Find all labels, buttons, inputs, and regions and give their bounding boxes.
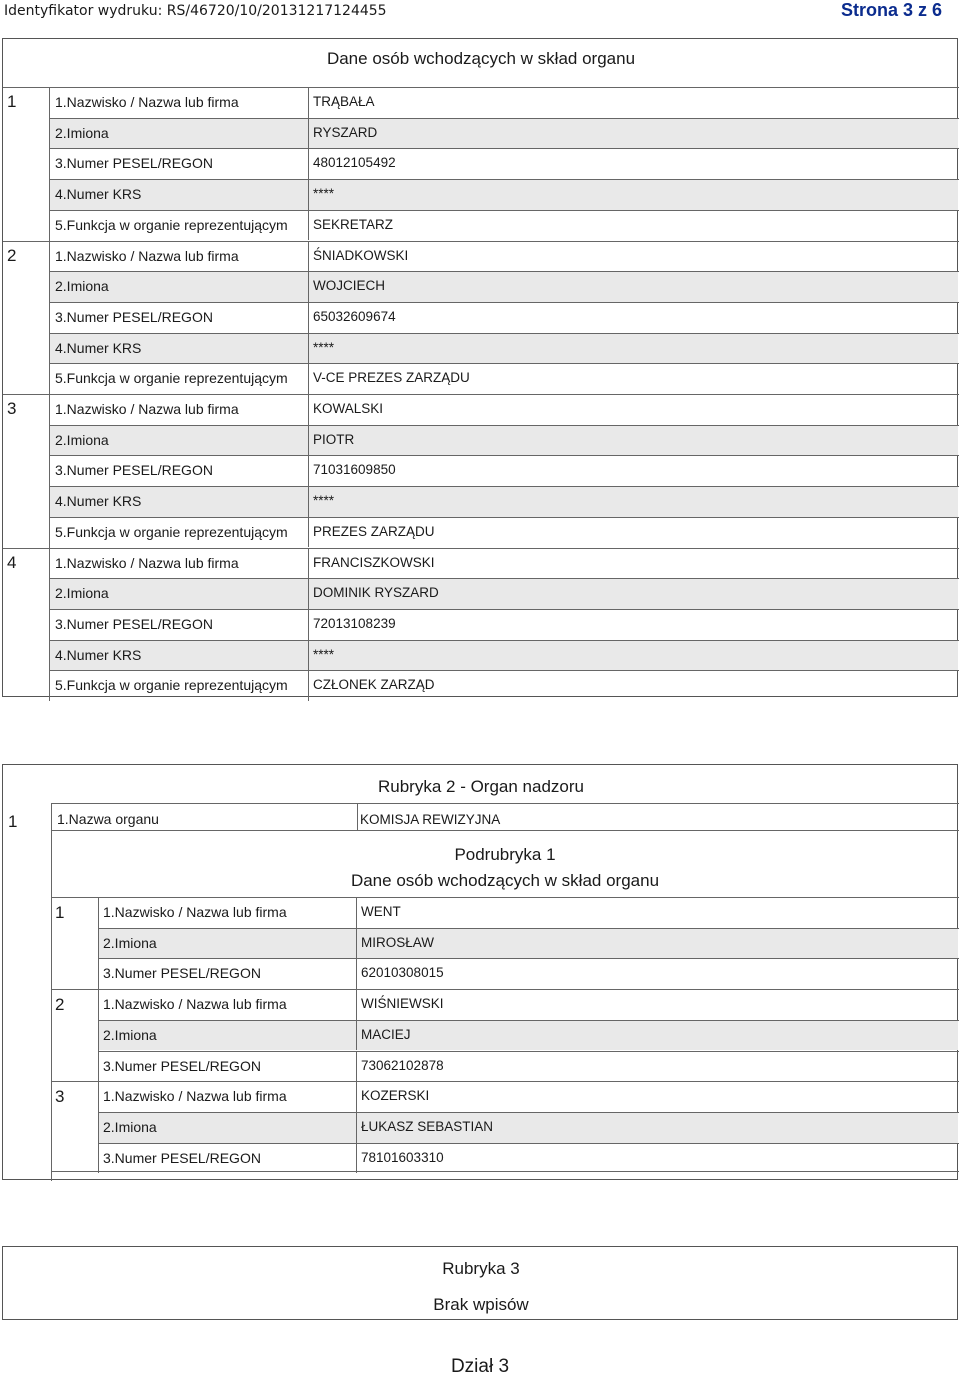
person-number: 2 (7, 245, 17, 265)
surname-value: WENT (361, 904, 401, 919)
person-field-row (50, 272, 958, 302)
section-footer: Dział 3 (450, 1356, 510, 1377)
krs-value: **** (313, 493, 335, 509)
pesel-value: 62010308015 (361, 965, 444, 981)
pesel-value: 48012105492 (313, 155, 396, 171)
organ-name-value: KOMISJA REWIZYJNA (360, 812, 501, 827)
pesel-label: 3.Numer PESEL/REGON (103, 965, 261, 982)
person-field-row (50, 579, 958, 609)
subsection-subtitle: Dane osób wchodzących w skład organu (350, 871, 660, 890)
page-number: Strona 3 z 6 (840, 0, 942, 20)
rubryka-2-box (2, 764, 958, 1180)
member-number: 3 (55, 1087, 65, 1107)
names-value: DOMINIK RYSZARD (313, 585, 439, 601)
rubryka-2-title: Rubryka 2 - Organ nadzoru (378, 777, 584, 796)
names-value: ŁUKASZ SEBASTIAN (361, 1118, 494, 1134)
krs-value: **** (313, 186, 335, 202)
person-field-row (50, 119, 958, 149)
subsection-title: Podrubryka 1 (454, 845, 556, 864)
person-number: 4 (7, 552, 17, 572)
names-value: MACIEJ (361, 1026, 411, 1042)
person-number: 1 (7, 92, 17, 111)
function-label: 5.Funkcja w organie reprezentującym (55, 523, 288, 540)
member-number: 1 (55, 903, 65, 922)
surname-label: 1.Nazwisko / Nazwa lub firma (103, 904, 287, 920)
pesel-label: 3.Numer PESEL/REGON (55, 155, 213, 172)
names-label: 2.Imiona (103, 934, 157, 951)
names-label: 2.Imiona (55, 278, 109, 295)
rubryka-3-box (2, 1246, 958, 1320)
surname-value: TRĄBAŁA (313, 94, 375, 109)
krs-label: 4.Numer KRS (55, 493, 142, 510)
names-label: 2.Imiona (55, 431, 109, 448)
pesel-label: 3.Numer PESEL/REGON (55, 308, 213, 325)
surname-label: 1.Nazwisko / Nazwa lub firma (103, 996, 287, 1013)
names-label: 2.Imiona (103, 1026, 157, 1043)
person-field-row (50, 641, 958, 671)
function-value: V-CE PREZES ZARZĄDU (313, 370, 470, 386)
names-value: RYSZARD (313, 124, 378, 140)
surname-value: WIŚNIEWSKI (361, 996, 444, 1012)
section-title: Dane osób wchodzących w skład organu (326, 49, 636, 68)
member-field-row (99, 1113, 958, 1143)
krs-value: **** (313, 646, 335, 662)
names-label: 2.Imiona (55, 585, 109, 602)
pesel-value: 65032609674 (313, 308, 396, 324)
function-value: SEKRETARZ (313, 216, 394, 232)
krs-value: **** (313, 339, 335, 355)
pesel-value: 78101603310 (361, 1149, 444, 1165)
pesel-value: 73062102878 (361, 1057, 444, 1073)
function-value: PREZES ZARZĄDU (313, 523, 435, 539)
names-label: 2.Imiona (55, 124, 109, 141)
organ-name-label: 1.Nazwa organu (57, 811, 159, 827)
member-field-row (99, 929, 958, 959)
surname-value: ŚNIADKOWSKI (313, 247, 409, 263)
person-field-row (50, 334, 958, 364)
surname-label: 1.Nazwisko / Nazwa lub firma (55, 554, 239, 571)
krs-label: 4.Numer KRS (55, 646, 142, 663)
names-value: MIROSŁAW (361, 934, 435, 950)
organ-number: 1 (8, 812, 18, 831)
function-label: 5.Funkcja w organie reprezentującym (55, 216, 288, 233)
rubryka-3-body: Brak wpisów (433, 1295, 529, 1314)
surname-value: KOWALSKI (313, 401, 384, 416)
member-number: 2 (55, 995, 65, 1015)
function-label: 5.Funkcja w organie reprezentującym (55, 677, 288, 694)
print-identifier: Identyfikator wydruku: RS/46720/10/20131217124455 (4, 3, 387, 19)
rubryka-3-title: Rubryka 3 (442, 1259, 520, 1278)
person-field-row (50, 487, 958, 517)
pesel-label: 3.Numer PESEL/REGON (103, 1149, 261, 1166)
pesel-label: 3.Numer PESEL/REGON (55, 615, 213, 632)
names-value: WOJCIECH (313, 278, 385, 294)
function-label: 5.Funkcja w organie reprezentującym (55, 370, 288, 387)
names-label: 2.Imiona (103, 1118, 157, 1135)
surname-label: 1.Nazwisko / Nazwa lub firma (103, 1088, 287, 1105)
krs-label: 4.Numer KRS (55, 339, 142, 356)
surname-label: 1.Nazwisko / Nazwa lub firma (55, 247, 239, 264)
person-field-row (50, 180, 958, 210)
names-value: PIOTR (313, 431, 355, 447)
person-number: 3 (7, 399, 17, 418)
surname-value: KOZERSKI (361, 1088, 430, 1104)
surname-label: 1.Nazwisko / Nazwa lub firma (55, 401, 239, 417)
pesel-label: 3.Numer PESEL/REGON (55, 462, 213, 479)
krs-label: 4.Numer KRS (55, 186, 142, 203)
member-field-row (99, 1021, 958, 1051)
surname-value: FRANCISZKOWSKI (313, 554, 435, 570)
pesel-label: 3.Numer PESEL/REGON (103, 1057, 261, 1074)
person-field-row (50, 426, 958, 456)
section-representation (2, 38, 958, 697)
pesel-value: 72013108239 (313, 615, 396, 631)
function-value: CZŁONEK ZARZĄD (313, 677, 435, 693)
pesel-value: 71031609850 (313, 462, 396, 478)
surname-label: 1.Nazwisko / Nazwa lub firma (55, 94, 239, 110)
